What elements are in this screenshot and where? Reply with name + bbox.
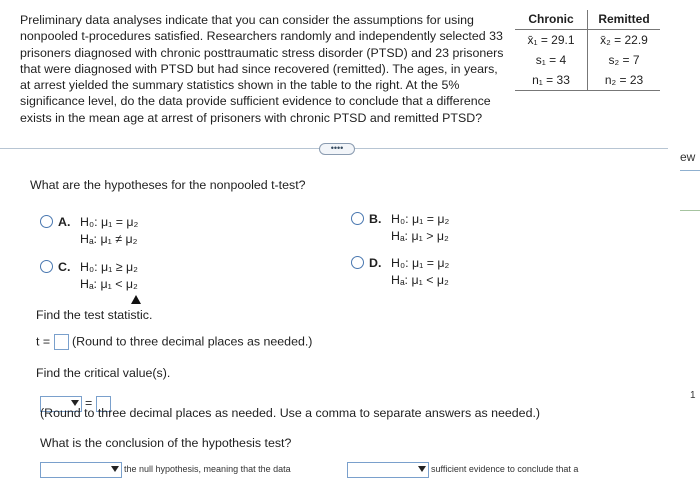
problem-line: significance level, do the data provide sufficient evidence to conclude that a difference <box>20 94 491 109</box>
table-header-row <box>515 10 660 30</box>
expand-more-button[interactable]: •••• <box>319 143 355 155</box>
test-statistic-input[interactable] <box>54 334 69 350</box>
test-statistic-row <box>36 334 312 350</box>
option-letter: C. <box>58 260 71 274</box>
alternative-hypothesis: Hₐ: μ₁ < μ₂ <box>80 277 138 291</box>
hypotheses-question: What are the hypotheses for the nonpooled t-test? <box>30 178 306 192</box>
test-statistic-prompt: Find the test statistic. <box>36 308 153 322</box>
problem-line: prisoners diagnosed with chronic posttraumatic stress disorder (PTSD) and 23 prisoners <box>20 45 504 60</box>
edge-partial-number: 1 <box>690 390 696 401</box>
table-header-remitted: Remitted <box>588 10 661 30</box>
chevron-down-icon <box>418 466 426 472</box>
option-d[interactable] <box>351 255 511 289</box>
option-b[interactable] <box>351 211 511 245</box>
conclusion-evidence-select[interactable] <box>347 462 429 478</box>
option-letter: A. <box>58 215 71 229</box>
equals-sign: = <box>85 396 93 410</box>
problem-statement <box>20 12 510 126</box>
chevron-down-icon <box>111 466 119 472</box>
table-row <box>515 30 660 51</box>
null-hypothesis: H₀: μ₁ ≥ μ₂ <box>80 260 138 274</box>
table-row <box>515 70 660 91</box>
alternative-hypothesis: Hₐ: μ₁ ≠ μ₂ <box>80 232 138 246</box>
option-c[interactable] <box>40 259 200 293</box>
critical-value-prompt: Find the critical value(s). <box>36 366 171 380</box>
conclusion-decision-select[interactable] <box>40 462 122 478</box>
problem-line: at arrest yielded the summary statistics shown in the table to the right. At the 5% <box>20 78 460 93</box>
edge-divider <box>680 210 700 211</box>
table-cell: x̄₂ = 22.9 <box>600 33 648 47</box>
table-cell: s₂ = 7 <box>608 53 640 67</box>
radio-button[interactable] <box>351 256 364 269</box>
table-header-chronic: Chronic <box>515 10 588 30</box>
table-cell: n₂ = 23 <box>588 70 661 91</box>
edge-divider <box>680 170 700 171</box>
conclusion-partial-text: sufficient evidence to conclude that a <box>431 464 579 474</box>
null-hypothesis: H₀: μ₁ = μ₂ <box>391 256 450 270</box>
critical-rounding-instruction: (Round to three decimal places as needed. Use a comma to separate answers as needed.) <box>40 406 541 420</box>
null-hypothesis: H₀: μ₁ = μ₂ <box>391 212 450 226</box>
option-letter: B. <box>369 212 382 226</box>
alternative-hypothesis: Hₐ: μ₁ > μ₂ <box>391 229 449 243</box>
option-letter: D. <box>369 256 382 270</box>
table-row <box>515 50 660 70</box>
radio-button[interactable] <box>40 260 53 273</box>
conclusion-partial-text: the null hypothesis, meaning that the data <box>124 464 291 474</box>
table-cell: n₁ = 33 <box>515 70 588 91</box>
problem-line: Preliminary data analyses indicate that you can consider the assumptions for using <box>20 13 474 27</box>
summary-stats-table <box>515 10 660 91</box>
radio-button[interactable] <box>40 215 53 228</box>
alternative-hypothesis: Hₐ: μ₁ < μ₂ <box>391 273 449 287</box>
edge-partial-text: ew <box>680 150 696 164</box>
null-hypothesis: H₀: μ₁ = μ₂ <box>80 215 139 229</box>
table-cell: x̄₁ = 29.1 <box>515 30 588 51</box>
problem-line: that were diagnosed with PTSD but had since recovered (remitted). The ages, in years, <box>20 61 498 76</box>
t-label: t = <box>36 334 51 349</box>
problem-line: exists in the mean age at arrest of prisoners with chronic PTSD and remitted PTSD? <box>20 110 483 125</box>
problem-line: nonpooled t-procedures satisfied. Researchers randomly and independently selected 33 <box>20 29 503 44</box>
mouse-cursor-icon <box>131 295 141 304</box>
conclusion-question: What is the conclusion of the hypothesis test? <box>40 436 292 450</box>
rounding-instruction: (Round to three decimal places as needed.) <box>72 334 313 349</box>
radio-button[interactable] <box>351 212 364 225</box>
option-a[interactable] <box>40 214 200 248</box>
table-cell: s₁ = 4 <box>515 50 588 70</box>
